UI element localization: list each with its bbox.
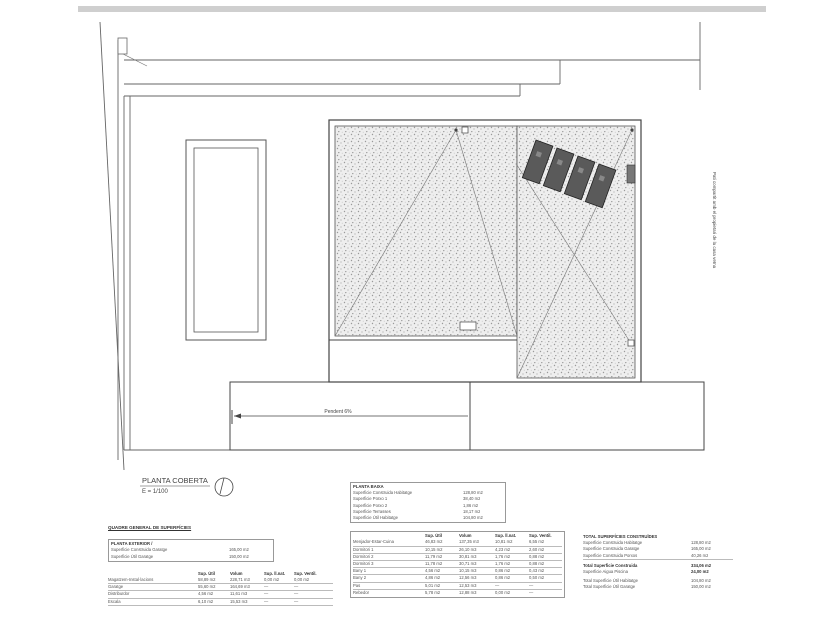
summary-value: 128,80 m2 <box>463 490 483 496</box>
surface-table-ground-floor <box>350 482 565 598</box>
row-cell: — <box>294 591 299 597</box>
table-row <box>353 583 562 590</box>
exterior-heading: PLANTA EXTERIOR / <box>111 541 153 547</box>
slope-label: Pendent 6% <box>324 409 352 415</box>
total-row-label: Total Superficie Útil Habitatge <box>583 578 638 584</box>
total-row-label: Superficie Construida Garatge <box>583 546 640 552</box>
surface-table-general <box>108 525 333 606</box>
roof-point-2 <box>630 128 633 131</box>
row-cell: 12,56 m3 <box>459 575 477 581</box>
row-cell: 12,53 m3 <box>459 582 477 588</box>
summary-value: 18,17 m2 <box>463 508 481 514</box>
table-row <box>353 547 562 554</box>
row-cell: — <box>264 584 269 590</box>
row-cell: 0,50 m2 <box>529 575 545 581</box>
table-row <box>108 591 333 598</box>
summary-value: 38,40 m2 <box>463 496 481 502</box>
row-cell: 4,86 m2 <box>425 575 441 581</box>
total-row-label: Superficie Construida Porxos <box>583 552 638 558</box>
row-cell: 0,00 m2 <box>495 589 511 595</box>
table-row <box>108 584 333 591</box>
row-cell: 6,10 m2 <box>198 598 214 604</box>
row-label: Magatzem-Instal·lacions <box>108 577 154 583</box>
row-cell: 4,23 m2 <box>495 546 511 552</box>
row-label: Pas <box>353 582 361 588</box>
row-label: Bany 2 <box>353 575 367 581</box>
gate-post <box>118 38 127 54</box>
column-header: Volum <box>459 533 472 539</box>
row-cell: — <box>294 598 299 604</box>
total-row-value: 40,26 m2 <box>691 552 709 558</box>
exterior-value: 150,00 m2 <box>229 553 249 559</box>
drain-2 <box>628 340 634 346</box>
row-label: Dormitori 2 <box>353 553 374 559</box>
drawing-scale: E = 1/100 <box>142 489 168 495</box>
swimming-pool <box>186 140 266 340</box>
row-cell: 0,88 m2 <box>529 553 545 559</box>
quadre-title: QUADRE GENERAL DE SUPERFÍCIES <box>108 525 192 530</box>
summary-label: Superficie Porxo 2 <box>353 502 388 508</box>
summary-value: 104,80 m2 <box>463 515 483 521</box>
summary-label: Superficie Terrasses <box>353 508 391 514</box>
summary-label: Superficie Útil Habitatge <box>353 515 398 521</box>
drawing-title: PLANTA COBERTA <box>142 476 208 485</box>
total-row <box>583 584 733 590</box>
total-row-value: 128,80 m2 <box>691 540 711 546</box>
total-row-value: 150,00 m2 <box>691 584 711 590</box>
total-row <box>583 553 733 560</box>
table-row <box>353 554 562 561</box>
row-cell: 11,78 m2 <box>425 561 443 567</box>
exterior-box <box>108 539 274 562</box>
row-cell: 5,01 m2 <box>425 582 441 588</box>
row-label: Dormitori 1 <box>353 546 374 552</box>
row-cell: — <box>264 591 269 597</box>
total-row-label: Superficie Construida Habitatge <box>583 540 643 546</box>
summary-label: Superficie Construida Habitatge <box>353 490 413 496</box>
total-row-label: Total Superficie Útil Garatge <box>583 584 636 590</box>
ground-floor-rooms <box>350 531 565 598</box>
column-header: Sup. Útil <box>198 570 215 576</box>
row-cell: — <box>495 582 500 588</box>
row-cell: 11,79 m2 <box>425 553 443 559</box>
exterior-label: Superficie Construida Garatge <box>111 547 168 553</box>
side-note: Pati compartit amb el propietari de la casa veïna <box>712 171 717 269</box>
row-cell: 1,76 m2 <box>495 561 511 567</box>
table-row <box>353 575 562 582</box>
row-cell: 30,71 m3 <box>459 561 477 567</box>
summary-label: Superficie Porxo 1 <box>353 496 388 502</box>
row-cell: 0,43 m2 <box>529 568 545 574</box>
column-header: Sup. Ventil. <box>294 570 317 576</box>
row-cell: 10,15 m3 <box>459 568 477 574</box>
row-cell: — <box>264 598 269 604</box>
row-cell: 0,00 m2 <box>264 577 280 583</box>
surface-table-total <box>580 532 736 593</box>
table-row <box>108 599 333 606</box>
row-cell: 1,76 m2 <box>495 553 511 559</box>
total-row-value: 104,80 m2 <box>691 578 711 584</box>
row-cell: 2,60 m2 <box>529 546 545 552</box>
summary-value: 1,86 m2 <box>463 502 479 508</box>
table-row <box>353 539 562 546</box>
roof-gravel-zone-left <box>335 126 517 336</box>
row-cell: 4,56 m2 <box>425 568 441 574</box>
row-cell: 10,15 m2 <box>425 546 443 552</box>
table-row <box>353 590 562 596</box>
grand-total-label: Total Superficie Construida <box>583 562 638 568</box>
roof-point-1 <box>454 128 457 131</box>
column-header: Sup. Útil <box>425 533 442 539</box>
row-label: Rebedor <box>353 589 370 595</box>
row-label: Dormitori 3 <box>353 561 374 567</box>
row-cell: 11,61 m3 <box>230 591 248 597</box>
row-cell: 26,10 m3 <box>459 546 477 552</box>
row-cell: 6,55 m2 <box>529 539 545 545</box>
row-cell: 12,88 m3 <box>459 589 477 595</box>
exterior-label: Superficie Útil Garatge <box>111 553 154 559</box>
row-cell: 30,81 m3 <box>459 553 477 559</box>
ground-floor-summary <box>350 482 506 523</box>
row-cell: 0,86 m2 <box>495 575 511 581</box>
row-cell: 10,81 m2 <box>495 539 513 545</box>
row-cell: — <box>294 584 299 590</box>
roof-equipment <box>627 165 635 183</box>
row-cell: 0,88 m2 <box>529 561 545 567</box>
row-cell: 164,69 m3 <box>230 584 250 590</box>
total-heading: TOTAL SUPERFÍCIES CONSTRUÏDES <box>583 534 658 539</box>
row-label: Distribuïdor <box>108 591 130 597</box>
row-cell: 4,56 m2 <box>198 591 214 597</box>
column-header: Volum <box>230 570 243 576</box>
row-cell: 46,83 m2 <box>425 539 443 545</box>
row-cell: — <box>529 582 534 588</box>
north-arrow-icon <box>215 478 233 496</box>
table-row <box>353 561 562 568</box>
ground-floor-heading: PLANTA BAIXA <box>353 484 384 489</box>
row-cell: 5,78 m2 <box>425 589 441 595</box>
row-cell: 15,53 m3 <box>230 598 248 604</box>
column-header: Sup. ll.nat. <box>264 570 286 576</box>
row-cell: 55,60 m2 <box>198 584 216 590</box>
row-label: Garatge <box>108 584 124 590</box>
sheet-top-band <box>78 6 766 12</box>
row-cell: 0,00 m2 <box>294 577 310 583</box>
row-label: Bany 1 <box>353 568 367 574</box>
table-row <box>108 577 333 584</box>
row-cell: 0,86 m2 <box>495 568 511 574</box>
row-label: Escala <box>108 598 121 604</box>
roof-hatch <box>460 322 476 330</box>
row-cell: 137,35 m3 <box>459 539 479 545</box>
column-header: Sup. Ventil. <box>529 533 552 539</box>
grand-total-value: 334,06 m2 <box>691 562 712 568</box>
row-cell: — <box>529 589 534 595</box>
row-cell: 58,89 m2 <box>198 577 216 583</box>
column-header: Sup. ll.nat. <box>495 533 517 539</box>
total-row-label: Superficie Aigua Piscina <box>583 569 628 575</box>
total-row-value: 24,00 m2 <box>691 569 709 575</box>
summary-row <box>353 515 503 521</box>
total-row-value: 165,00 m2 <box>691 546 711 552</box>
table-row <box>353 568 562 575</box>
exterior-value: 165,00 m2 <box>229 547 249 553</box>
row-cell: 228,71 m3 <box>230 577 250 583</box>
row-label: Menjador-Estar-Cuina <box>353 539 394 545</box>
drain-1 <box>462 127 468 133</box>
exterior-row <box>111 554 271 560</box>
